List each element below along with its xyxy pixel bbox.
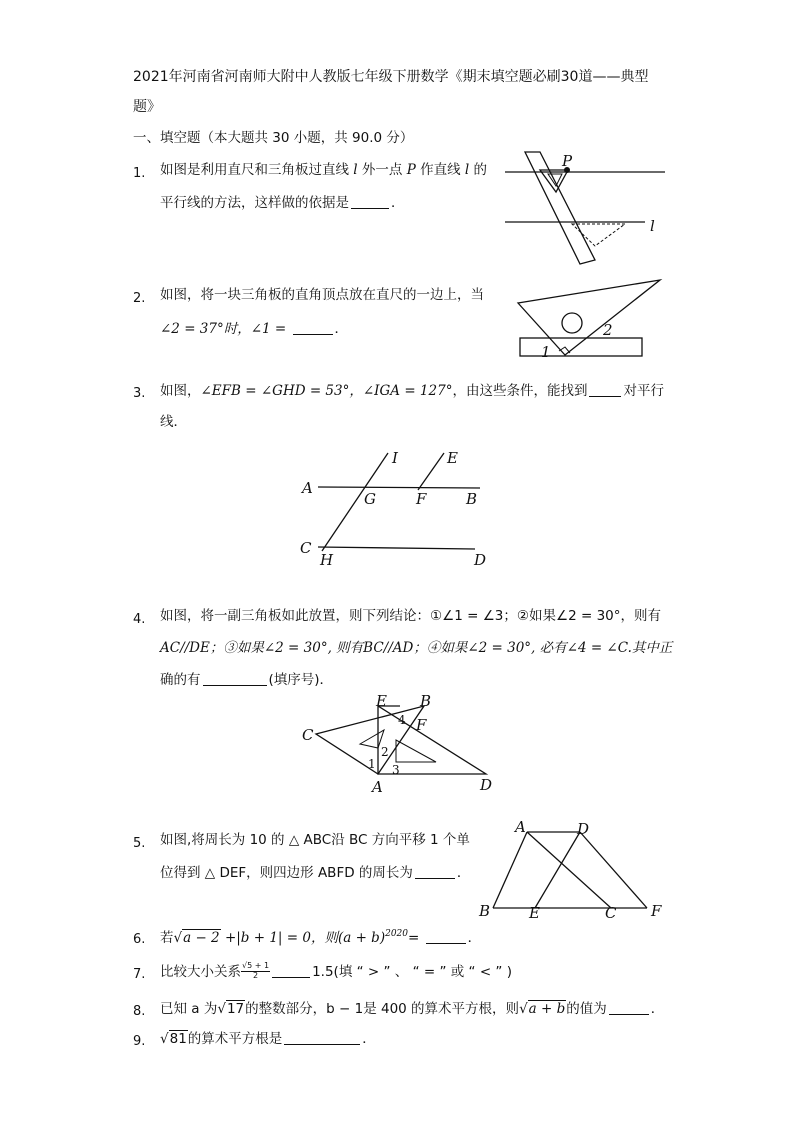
q2-figure [515, 275, 665, 360]
doc-title-line1: 2021年河南省河南师大附中人教版七年级下册数学《期末填空题必刷30道——典型 [133, 69, 649, 85]
q3-label-c: C [300, 539, 312, 557]
q6-line: 若√a − 2 +|b + 1| = 0，则$(a + b)^{2020}=$ ． [160, 929, 482, 946]
q7-answer-blank[interactable] [272, 965, 310, 978]
q8-line: 已知 a 为√17的整数部分，b − 1是 400 的算术平方根，则√a + b的值为 ． [160, 1001, 665, 1017]
q4-line1: 如图，将一副三角板如此放置，则下列结论：①∠1 = ∠3；②如果∠2 = 30°，则有 [160, 608, 661, 624]
q3-label-i: I [392, 449, 398, 467]
q4-label-c: C [302, 726, 314, 744]
q2-label-2: 2 [603, 321, 613, 339]
q5-label-f: F [651, 902, 662, 920]
q7-line: 比较大小关系 $\frac{√5 + 1}{2}$ 1.5(填 “ > ” 、 “ = ” 或 “ < ” ) [160, 961, 512, 980]
q3-number: 3. [133, 386, 146, 401]
q4-label-b: B [420, 692, 432, 710]
q3-label-g: G [364, 490, 376, 508]
q9-number: 9. [133, 1034, 146, 1049]
q7-fraction: $\frac{√5 + 1}{2}$ [242, 961, 270, 980]
q5-label-e: E [529, 904, 540, 922]
q6-number: 6. [133, 932, 146, 947]
q3-label-d: D [474, 551, 487, 569]
q3-answer-blank[interactable] [589, 384, 621, 397]
q4-label-4: 4 [398, 713, 406, 727]
q4-label-3: 3 [392, 763, 400, 777]
q1-line1: 如图是利用直尺和三角板过直线 l 外一点 P 作直线 l 的 [160, 162, 488, 178]
q7-number: 7. [133, 967, 146, 982]
q5-number: 5. [133, 836, 146, 851]
doc-title-line2: 题》 [133, 99, 161, 115]
q9-line: √81的算术平方根是 ． [160, 1031, 376, 1047]
q2-line2: ∠2 = 37°时，∠1 = ． [160, 321, 349, 337]
q5-answer-blank[interactable] [415, 866, 455, 879]
q3-label-f: F [416, 490, 427, 508]
q3-line1: 如图，∠EFB = ∠GHD = 53°，∠IGA = 127°，由这些条件，能找到 对平行 [160, 383, 664, 399]
q3-label-h: H [320, 551, 334, 569]
q5-label-b: B [479, 902, 491, 920]
q4-label-2: 2 [381, 745, 389, 759]
q8-number: 8. [133, 1004, 146, 1019]
q4-label-e: E [376, 692, 387, 710]
q4-answer-blank[interactable] [203, 673, 267, 686]
q3-line2: 线． [160, 414, 187, 430]
q4-line3: 确的有 (填序号)． [160, 672, 334, 688]
q2-label-1: 1 [541, 343, 551, 361]
q2-line1: 如图，将一块三角板的直角顶点放在直尺的一边上，当 [160, 287, 484, 303]
q3-figure [300, 445, 500, 570]
q5-line1: 如图,将周长为 10 的 △ ABC沿 BC 方向平移 1 个单 [160, 832, 470, 848]
q5-figure [475, 820, 665, 920]
q4-figure [300, 692, 500, 794]
q1-label-l: l [650, 217, 655, 235]
q6-answer-blank[interactable] [426, 931, 466, 944]
q3-label-a: A [302, 479, 313, 497]
q1-number: 1. [133, 166, 146, 181]
q2-answer-blank[interactable] [293, 322, 333, 335]
q5-label-d: D [577, 820, 590, 838]
q1-label-p: P [562, 152, 573, 170]
q5-label-c: C [605, 904, 617, 922]
q8-answer-blank[interactable] [609, 1002, 649, 1015]
q1-answer-blank[interactable] [351, 196, 389, 209]
q3-label-b: B [466, 490, 478, 508]
q4-label-f: F [416, 716, 427, 734]
q5-label-a: A [515, 818, 526, 836]
q5-line2: 位得到 △ DEF，则四边形 ABFD 的周长为 ． [160, 865, 471, 881]
q9-answer-blank[interactable] [284, 1032, 360, 1045]
q1-figure [500, 152, 670, 272]
q4-label-1: 1 [368, 757, 376, 771]
q2-number: 2. [133, 291, 146, 306]
q4-label-d: D [480, 776, 493, 794]
q4-line2: AC//DE；③如果∠2 = 30°, 则有BC//AD；④如果∠2 = 30°, 必有∠4 = ∠C.其中正 [160, 640, 673, 656]
q1-line2: 平行线的方法，这样做的依据是 ． [160, 195, 405, 211]
q4-number: 4. [133, 612, 146, 627]
q4-label-a: A [372, 778, 383, 796]
section-heading: 一、填空题（本大题共 30 小题，共 90.0 分） [133, 130, 414, 146]
q3-label-e: E [447, 449, 458, 467]
